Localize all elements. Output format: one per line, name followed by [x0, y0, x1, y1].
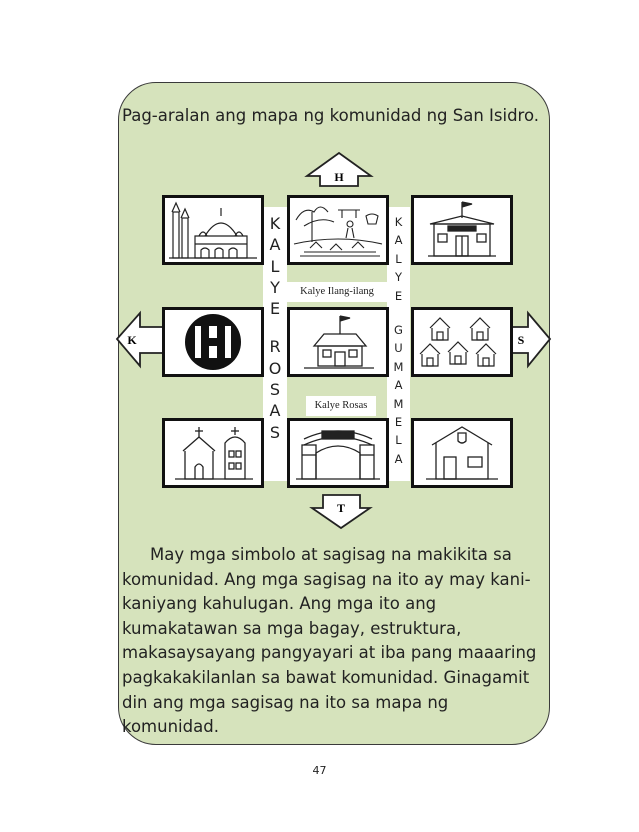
school-tile — [287, 307, 389, 377]
houses-icon — [414, 310, 510, 374]
church-tile — [162, 418, 264, 488]
street-letter: G — [394, 323, 403, 338]
school-icon — [290, 310, 386, 374]
hospital-tile — [162, 307, 264, 377]
street-letter: A — [269, 235, 281, 255]
street-letter: K — [394, 215, 403, 229]
paragraph-text: May mga simbolo at sagisag na makikita sa komunidad. Ang mga sagisag na ito ay may kani-kaniyang kahulugan. Ang mga ito ang kumakatawan sa mga bagay, estruktura, makasaysayang pangyayari at iba pang maaaring pagkakakilanlan sa bawat komunidad. Ginagamit din ang mga sagisag na ito sa mapa ng komunidad. — [122, 545, 537, 737]
street-letter: A — [269, 401, 281, 421]
street-letter: U — [394, 341, 403, 356]
west-label: K — [127, 333, 137, 347]
municipal-hall-tile — [411, 195, 513, 265]
street-letter: S — [269, 380, 281, 400]
street-letter: O — [268, 358, 282, 378]
street-letter: K — [269, 214, 281, 233]
street-letter: S — [269, 422, 281, 442]
street-letter: E — [394, 415, 403, 430]
police-station-tile — [411, 418, 513, 488]
street-right — [387, 207, 410, 481]
arch-gate-tile — [287, 418, 389, 488]
street-letter: M — [393, 396, 404, 411]
farm-field-tile — [287, 195, 389, 265]
farm-field-icon — [290, 198, 386, 262]
church-icon — [165, 421, 261, 485]
arch-gate-icon — [290, 421, 386, 485]
street-left-top — [270, 213, 281, 319]
municipal-hall-icon — [414, 198, 510, 262]
mosque-tile — [162, 195, 264, 265]
street-letter: E — [269, 299, 281, 319]
houses-tile — [411, 307, 513, 377]
north-label: H — [334, 170, 344, 184]
page-number: 47 — [312, 764, 327, 777]
street-left-bottom — [269, 336, 282, 442]
street-left — [263, 207, 287, 481]
street-letter: M — [393, 359, 404, 374]
street-letter: L — [395, 251, 402, 266]
street-right-top — [395, 213, 403, 305]
mosque-icon — [165, 198, 261, 262]
north-arrow — [307, 153, 371, 186]
south-arrow — [312, 495, 370, 528]
street-letter: Y — [270, 277, 280, 297]
hospital-icon — [165, 310, 261, 374]
street-letter: L — [395, 433, 402, 448]
street-letter: E — [394, 288, 403, 303]
street-right-bottom — [394, 321, 404, 468]
intro-text: Pag-aralan ang mapa ng komunidad ng San Isidro. — [122, 106, 540, 125]
street-letter: R — [269, 337, 281, 357]
street-letter: A — [394, 451, 403, 466]
west-arrow — [117, 313, 163, 366]
police-station-icon — [414, 421, 510, 485]
south-label: T — [336, 501, 346, 515]
street-upper-middle: Kalye Ilang-ilang — [287, 282, 387, 302]
street-letter: A — [394, 233, 403, 248]
explanation-paragraph — [122, 543, 547, 740]
east-label: S — [517, 333, 525, 347]
street-letter: Y — [394, 270, 403, 285]
street-lower-middle: Kalye Rosas — [306, 396, 376, 416]
street-letter: A — [394, 378, 403, 393]
street-letter: L — [270, 256, 280, 276]
